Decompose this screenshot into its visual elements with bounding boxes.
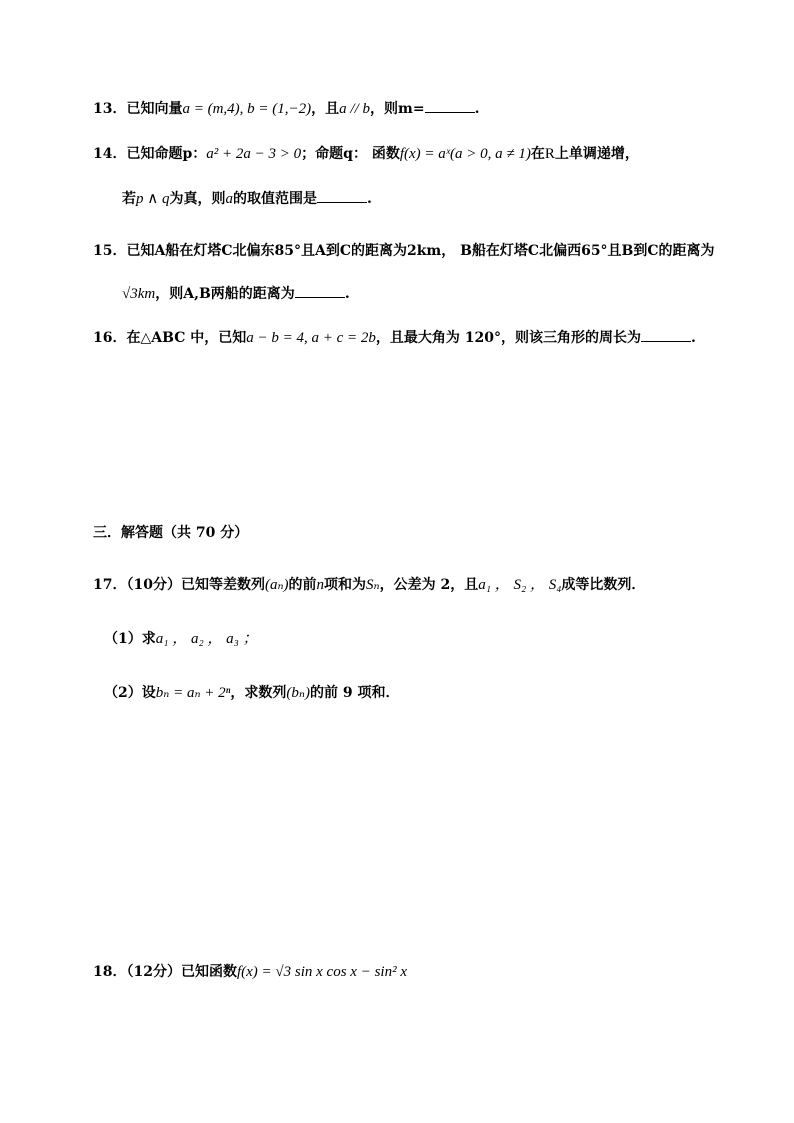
question-17-part-1 bbox=[104, 627, 258, 648]
question-text: . bbox=[691, 330, 696, 346]
question-text: ，公差为 2，且 bbox=[379, 577, 479, 593]
math-expression: f(x) = aˣ(a > 0, a ≠ 1) bbox=[399, 146, 531, 162]
question-text: 在 bbox=[530, 146, 545, 162]
answer-blank[interactable] bbox=[425, 99, 475, 113]
question-text: （2）设 bbox=[104, 685, 156, 701]
question-text: ，且最大角为 120°，则该三角形的周长为 bbox=[375, 330, 641, 346]
question-text: q bbox=[343, 146, 353, 162]
answer-blank[interactable] bbox=[295, 284, 345, 298]
question-text: 已知A船在灯塔C北偏东85°且A到C的距离为2km， B船在灯塔C北偏西65°且B到C的距离为 bbox=[126, 243, 715, 259]
math-expression: f(x) = √3 sin x cos x − sin² x bbox=[236, 964, 407, 980]
math-expression: (aₙ) bbox=[264, 577, 289, 593]
question-text: 成等比数列． bbox=[561, 577, 646, 593]
question-text: ，求数列 bbox=[230, 685, 287, 701]
question-text: 的前 9 项和． bbox=[309, 685, 400, 701]
math-expression: a² + 2a − 3 > 0 bbox=[206, 146, 302, 162]
math-expression: a // b bbox=[339, 101, 371, 117]
question-number: 15． bbox=[93, 243, 127, 259]
question-text: 在△ABC 中，已知 bbox=[126, 330, 247, 346]
math-expression: n bbox=[316, 577, 325, 593]
question-text: （10分）已知等差数列 bbox=[126, 577, 265, 593]
question-text: 项和为 bbox=[324, 577, 367, 593]
question-number: 13． bbox=[93, 101, 127, 117]
math-expression: a₁ ， S₂ ， S₄ bbox=[478, 577, 562, 593]
question-text: 已知命题 bbox=[126, 146, 183, 162]
math-expression: p ∧ q bbox=[136, 191, 170, 207]
question-15-line-1 bbox=[93, 240, 715, 260]
math-expression: R bbox=[544, 146, 555, 162]
question-17 bbox=[93, 573, 645, 594]
math-expression: a = (m,4), b = (1,−2) bbox=[182, 101, 312, 117]
question-text: 若 bbox=[122, 191, 136, 207]
question-15-line-2 bbox=[122, 283, 350, 303]
question-number: 14． bbox=[93, 146, 127, 162]
math-expression: Sₙ bbox=[366, 577, 380, 593]
question-text: ，则 bbox=[370, 101, 399, 117]
math-expression: (bₙ) bbox=[286, 685, 310, 701]
math-expression: √3km bbox=[122, 286, 156, 302]
question-14-line-1 bbox=[93, 143, 639, 163]
math-expression: a bbox=[225, 191, 233, 207]
section-title: 三．解答题（共 70 分） bbox=[93, 525, 249, 541]
answer-blank[interactable] bbox=[317, 189, 367, 203]
question-number: 17． bbox=[93, 577, 127, 593]
math-expression: a₁ ， a₂ ， a₃ ； bbox=[155, 631, 258, 647]
question-text: 的取值范围是 bbox=[232, 191, 317, 207]
question-number: 16． bbox=[93, 330, 127, 346]
question-16 bbox=[93, 327, 696, 347]
question-number: 18． bbox=[93, 964, 127, 980]
question-text: 为真，则 bbox=[169, 191, 226, 207]
question-17-part-2 bbox=[104, 682, 399, 702]
answer-blank[interactable] bbox=[641, 328, 691, 342]
question-text: ： 函数 bbox=[352, 146, 400, 162]
question-text: （1）求 bbox=[104, 631, 156, 647]
question-text: . bbox=[366, 191, 372, 207]
question-text: ；命题 bbox=[301, 146, 344, 162]
question-text: ，则A,B两船的距离为 bbox=[155, 286, 295, 302]
question-text: ，且 bbox=[311, 101, 340, 117]
question-14-line-2 bbox=[122, 188, 372, 208]
question-text: p bbox=[182, 146, 193, 162]
question-text: 上单调递增， bbox=[554, 146, 639, 162]
question-13 bbox=[93, 98, 479, 118]
question-text: . bbox=[344, 286, 350, 302]
question-18 bbox=[93, 961, 407, 981]
question-text: 的前 bbox=[288, 577, 317, 593]
math-expression: bₙ = aₙ + 2ⁿ bbox=[155, 685, 231, 701]
question-text: （12分）已知函数 bbox=[126, 964, 237, 980]
question-text: ： bbox=[192, 146, 207, 162]
question-text: 已知向量 bbox=[126, 101, 183, 117]
math-expression: a − b = 4, a + c = 2b bbox=[246, 330, 376, 346]
question-text: . bbox=[474, 101, 480, 117]
question-text: m= bbox=[398, 101, 425, 117]
